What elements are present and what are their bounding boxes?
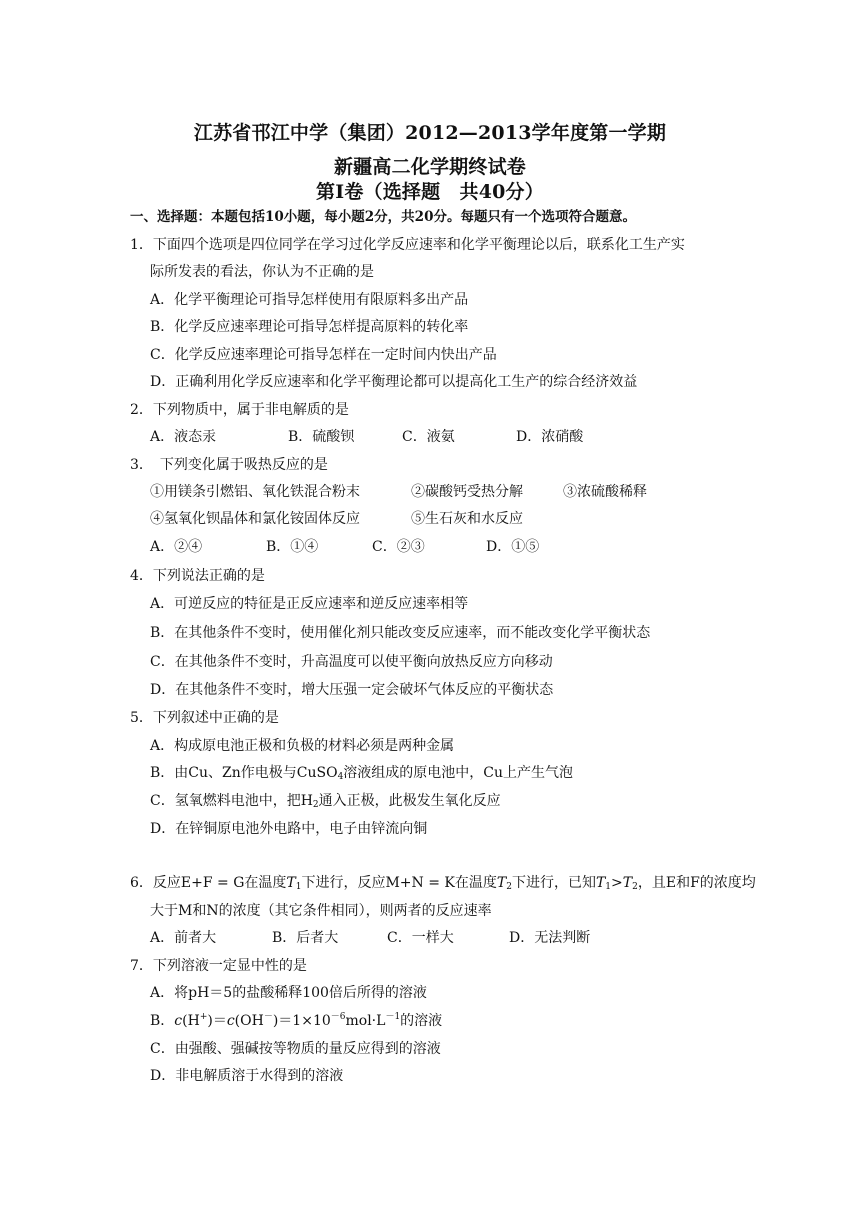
q6-stem-line1: 6．反应E+F = G在温度$T_1$下进行，反应M+N = K在温度$T_2$下进行，已知$T_1>T_2$，且E和F的浓度均: [130, 875, 756, 892]
q3-option-c: C．②③: [372, 539, 425, 555]
q3-stem: 3． 下列变化属于吸热反应的是: [130, 457, 328, 473]
q7-option-b: B．$c(H^+)=c(OH^-)=1\times 10^{-6}mol\cdot L^{-1}$的溶液: [150, 1012, 443, 1029]
q4-option-c: C．在其他条件不变时，升高温度可以使平衡向放热反应方向移动: [150, 654, 553, 670]
q7-option-c: C．由强酸、强碱按等物质的量反应得到的溶液: [150, 1041, 441, 1057]
q4-option-b: B．在其他条件不变时，使用催化剂只能改变反应速率，而不能改变化学平衡状态: [150, 625, 651, 641]
q3-option-a: A．②④: [150, 539, 203, 555]
q1-option-b: B．化学反应速率理论可指导怎样提高原料的转化率: [150, 319, 469, 335]
q5-option-b: B．由Cu、Zn作电极与CuSO$_4$溶液组成的原电池中，Cu上产生气泡: [150, 765, 574, 782]
q3-item-4: ④氢氧化钡晶体和氯化铵固体反应: [150, 511, 360, 527]
q7-stem: 7．下列溶液一定显中性的是: [130, 958, 307, 974]
q2-option-c: C．液氨: [402, 429, 455, 445]
q3-item-1: ①用镁条引燃铝、氧化铁混合粉末: [150, 484, 360, 500]
q6-option-b: B．后者大: [272, 930, 339, 946]
q5-stem: 5．下列叙述中正确的是: [130, 710, 279, 726]
q6-option-c: C．一样大: [387, 930, 454, 946]
q4-option-a: A．可逆反应的特征是正反应速率和逆反应速率相等: [150, 596, 469, 612]
q5-option-c: C．氢氧燃料电池中，把$H_2$通入正极，此极发生氧化反应: [150, 793, 501, 810]
part-title: 第Ⅰ卷（选择题 共40分）: [316, 181, 544, 203]
q2-option-b: B．硫酸钡: [288, 429, 355, 445]
q6-stem-line2: 大于M和N的浓度（其它条件相同），则两者的反应速率: [150, 903, 492, 919]
q2-option-a: A．液态汞: [150, 429, 217, 445]
q1-option-c: C．化学反应速率理论可指导怎样在一定时间内快出产品: [150, 347, 497, 363]
q3-item-5: ⑤生石灰和水反应: [411, 511, 523, 527]
q3-option-d: D．①⑤: [486, 539, 540, 555]
q7-option-a: A．将pH＝5的盐酸稀释100倍后所得的溶液: [150, 985, 427, 1001]
q3-item-2: ②碳酸钙受热分解: [411, 484, 523, 500]
q6-option-d: D．无法判断: [509, 930, 591, 946]
q2-stem: 2．下列物质中，属于非电解质的是: [130, 402, 349, 418]
q4-option-d: D．在其他条件不变时，增大压强一定会破坏气体反应的平衡状态: [150, 682, 554, 698]
q1-stem-line1: 1．下面四个选项是四位同学在学习过化学反应速率和化学平衡理论以后，联系化工生产实: [130, 237, 685, 253]
q3-item-3: ③浓硫酸稀释: [563, 484, 647, 500]
q1-option-d: D．正确利用化学反应速率和化学平衡理论都可以提高化工生产的综合经济效益: [150, 374, 638, 390]
q4-stem: 4．下列说法正确的是: [130, 568, 265, 584]
q5-option-d: D．在锌铜原电池外电路中，电子由锌流向铜: [150, 821, 428, 837]
q3-option-b: B．①④: [266, 539, 319, 555]
section-heading: 一、选择题：本题包括10小题，每小题2分，共20分。每题只有一个选项符合题意。: [130, 209, 636, 225]
q6-option-a: A．前者大: [150, 930, 217, 946]
q1-option-a: A．化学平衡理论可指导怎样使用有限原料多出产品: [150, 292, 469, 308]
exam-subject-title: 新疆高二化学期终试卷: [333, 156, 526, 178]
exam-school-title: 江苏省邗江中学（集团）2012—2013学年度第一学期: [193, 122, 667, 144]
q7-option-d: D．非电解质溶于水得到的溶液: [150, 1068, 344, 1084]
q2-option-d: D．浓硝酸: [516, 429, 584, 445]
q5-option-a: A．构成原电池正极和负极的材料必须是两种金属: [150, 738, 455, 754]
q1-stem-line2: 际所发表的看法，你认为不正确的是: [150, 264, 374, 280]
